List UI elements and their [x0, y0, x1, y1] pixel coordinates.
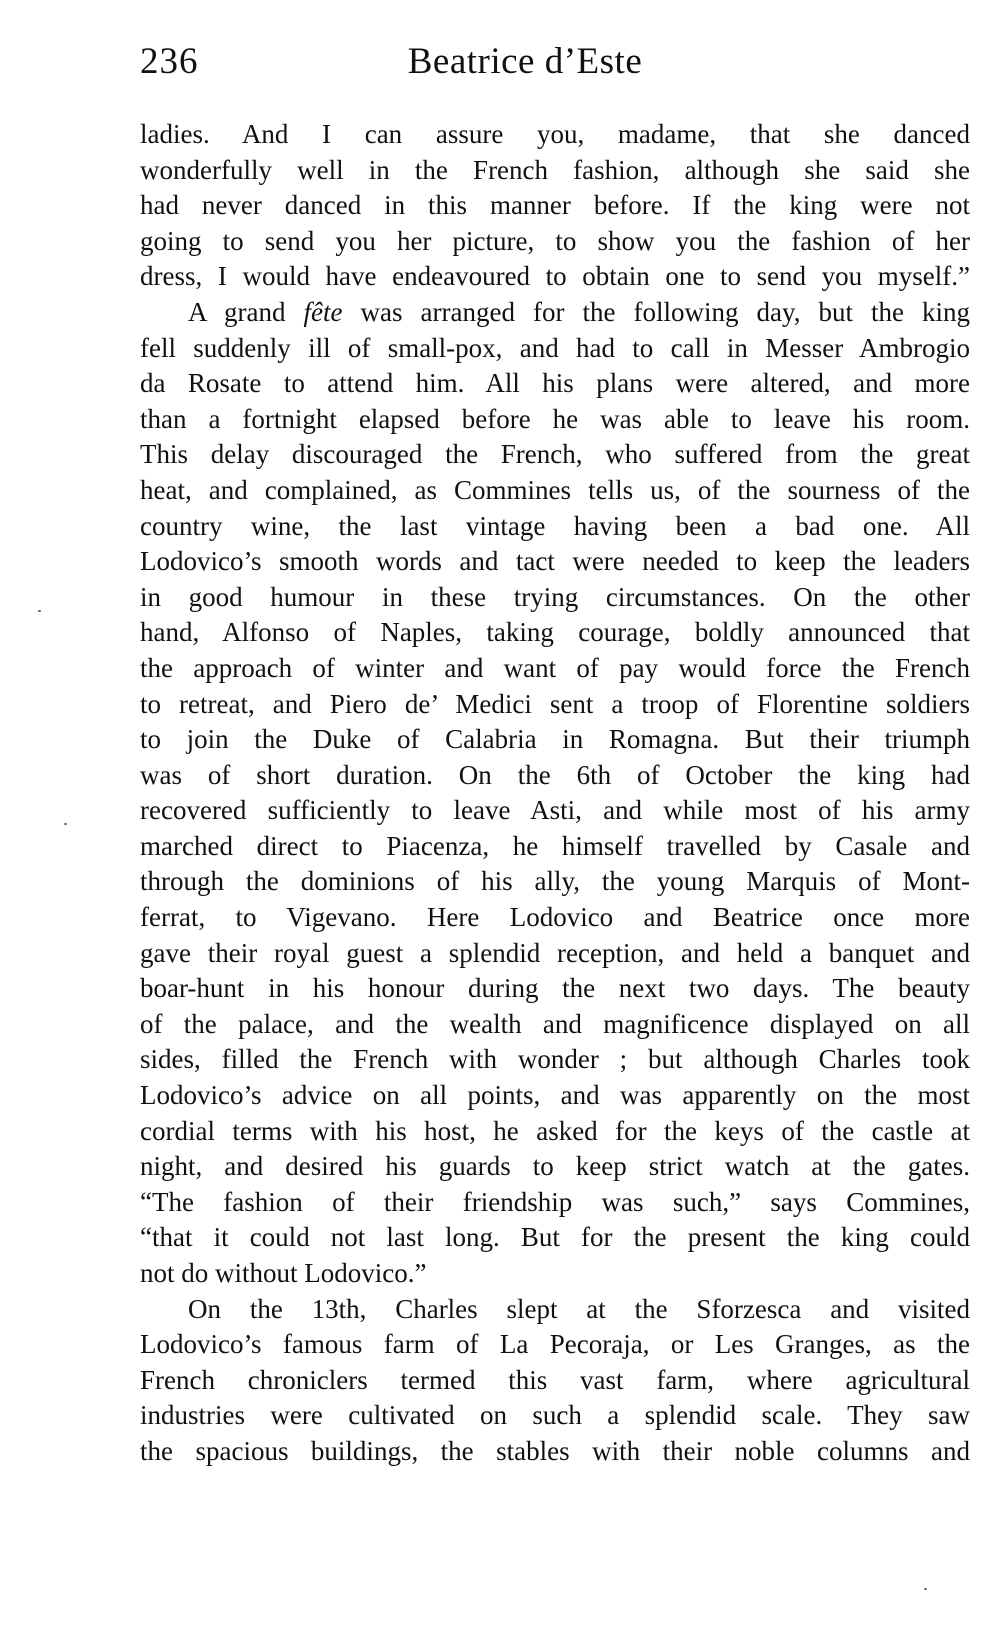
- text-line: of the palace, and the wealth and magnificence displayed on all: [140, 1008, 970, 1039]
- text-line: recovered sufficiently to leave Asti, and while most of his army: [140, 795, 970, 826]
- text-line: French chroniclers termed this vast farm, where agricultural: [140, 1364, 970, 1395]
- text-line: sides, filled the French with wonder ; but although Charles took: [140, 1044, 970, 1075]
- scan-speck: [64, 823, 67, 825]
- text-line: “The fashion of their friendship was such,” says Commines,: [140, 1186, 970, 1217]
- text-line: heat, and complained, as Commines tells us, of the sourness of the: [140, 474, 970, 505]
- text-line: was of short duration. On the 6th of October the king had: [140, 759, 970, 790]
- text-line: marched direct to Piacenza, he himself travelled by Casale and: [140, 830, 970, 861]
- text-line: Lodovico’s advice on all points, and was apparently on the most: [140, 1080, 970, 1111]
- body-text: [140, 117, 970, 1470]
- text-line: country wine, the last vintage having been a bad one. All: [140, 510, 970, 541]
- text-line: industries were cultivated on such a splendid scale. They saw: [140, 1400, 970, 1431]
- page-number: 236: [140, 41, 199, 82]
- paragraph: [140, 295, 970, 1292]
- text-line: ferrat, to Vigevano. Here Lodovico and Beatrice once more: [140, 902, 970, 933]
- text-line: in good humour in these trying circumstances. On the other: [140, 581, 970, 612]
- text-line: cordial terms with his host, he asked for the keys of the castle at: [140, 1115, 970, 1146]
- running-title: Beatrice d’Este: [407, 41, 643, 82]
- text-line: ladies. And I can assure you, madame, that she danced: [140, 119, 970, 149]
- text-line: dress, I would have endeavoured to obtain one to send you myself.”: [140, 261, 970, 292]
- text-line: Lodovico’s famous farm of La Pecoraja, or Les Granges, as the: [140, 1329, 970, 1360]
- text-line: On the 13th, Charles slept at the Sforzesca and visited: [188, 1293, 970, 1324]
- text-line: going to send you her picture, to show you the fashion of her: [140, 225, 970, 256]
- text-line: wonderfully well in the French fashion, although she said she: [140, 154, 970, 185]
- scan-speck: [924, 1588, 927, 1590]
- text-line: the spacious buildings, the stables with their noble columns and: [140, 1435, 970, 1466]
- text-line: to retreat, and Piero de’ Medici sent a troop of Florentine soldiers: [140, 688, 970, 719]
- text-line: Lodovico’s smooth words and tact were needed to keep the leaders: [140, 546, 970, 577]
- text-line: A grand fête was arranged for the following day, but the king: [188, 296, 970, 327]
- paragraph: [140, 117, 970, 295]
- text-line: to join the Duke of Calabria in Romagna. But their triumph: [140, 724, 970, 755]
- text-line: fell suddenly ill of small-pox, and had to call in Messer Ambrogio: [140, 332, 970, 363]
- text-line: gave their royal guest a splendid reception, and held a banquet and: [140, 937, 970, 968]
- text-line: “that it could not last long. But for the present the king could: [140, 1222, 970, 1253]
- text-line: boar-hunt in his honour during the next two days. The beauty: [140, 973, 970, 1004]
- text-line: than a fortnight elapsed before he was able to leave his room.: [140, 403, 970, 434]
- italic-word: fête: [303, 296, 343, 327]
- text-line: had never danced in this manner before. If the king were not: [140, 190, 970, 221]
- paragraph: [140, 1292, 970, 1470]
- scan-speck: [38, 610, 41, 612]
- text-line: hand, Alfonso of Naples, taking courage, boldly announced that: [140, 617, 970, 648]
- text-line: the approach of winter and want of pay would force the French: [140, 652, 970, 683]
- text-line: da Rosate to attend him. All his plans were altered, and more: [140, 368, 970, 399]
- text-line: night, and desired his guards to keep strict watch at the gates.: [140, 1151, 970, 1182]
- running-head: [140, 40, 970, 90]
- text-line: This delay discouraged the French, who suffered from the great: [140, 439, 970, 470]
- text-line: not do without Lodovico.”: [140, 1258, 427, 1288]
- text-line: through the dominions of his ally, the young Marquis of Mont-: [140, 866, 970, 897]
